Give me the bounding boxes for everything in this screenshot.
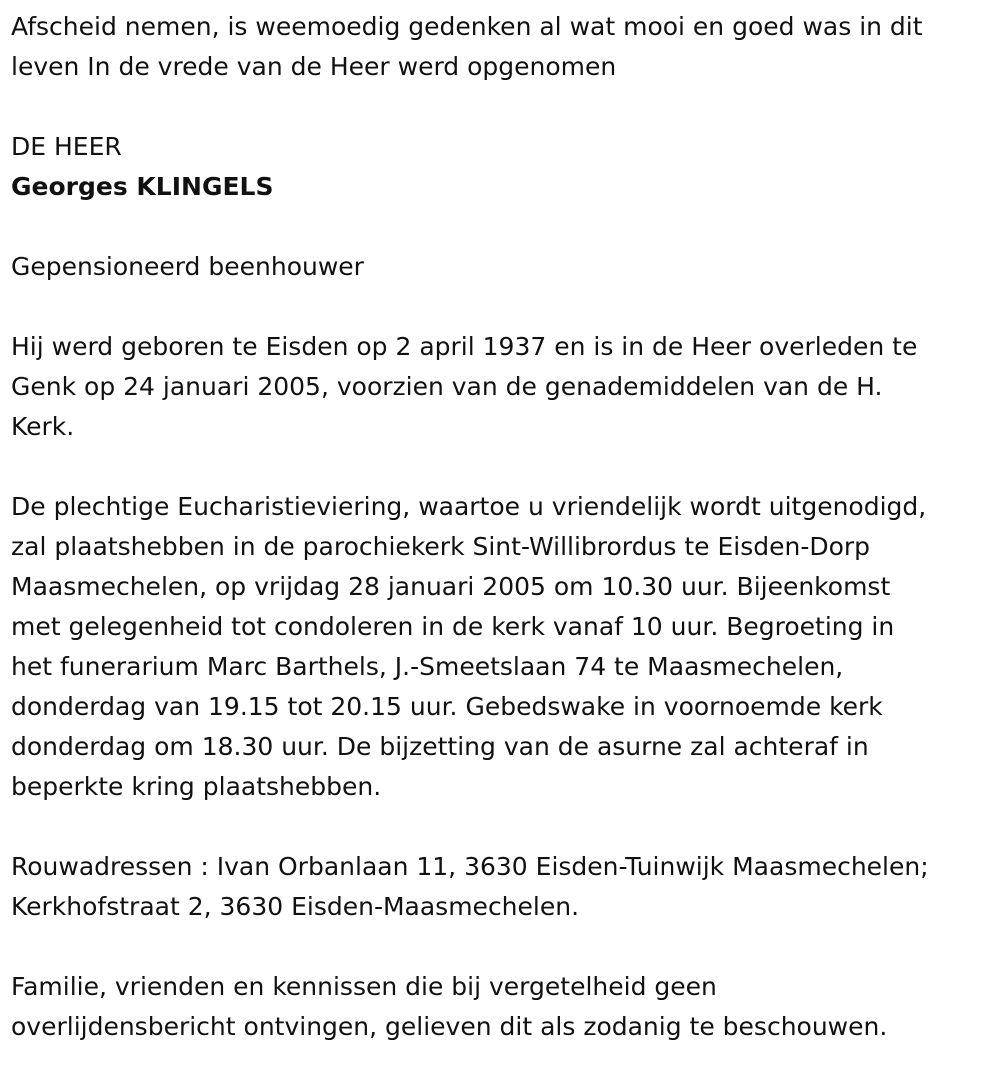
paragraph-spacer: [11, 87, 991, 127]
birth-death-line: Hij werd geboren te Eisden op 2 april 1937 en is in de Heer overleden te: [11, 332, 918, 361]
paragraph-spacer: [11, 807, 991, 847]
paragraph-spacer: [11, 927, 991, 967]
closing-line: overlijdensbericht ontvingen, gelieven dit als zodanig te beschouwen.: [11, 1012, 888, 1041]
address-line: Rouwadressen : Ivan Orbanlaan 11, 3630 Eisden-Tuinwijk Maasmechelen;: [11, 852, 929, 881]
ceremony-paragraph: [11, 487, 991, 807]
ceremony-line: beperkte kring plaatshebben.: [11, 772, 382, 801]
paragraph-spacer: [11, 447, 991, 487]
ceremony-line: met gelegenheid tot condoleren in de kerk vanaf 10 uur. Begroeting in: [11, 612, 895, 641]
paragraph-spacer: [11, 287, 991, 327]
ceremony-line: Maasmechelen, op vrijdag 28 januari 2005 om 10.30 uur. Bijeenkomst: [11, 572, 891, 601]
ceremony-line: donderdag van 19.15 tot 20.15 uur. Gebedswake in voornoemde kerk: [11, 692, 883, 721]
intro-line: leven In de vrede van de Heer werd opgenomen: [11, 52, 617, 81]
birth-death-paragraph: [11, 327, 991, 447]
intro-line: Afscheid nemen, is weemoedig gedenken al wat mooi en goed was in dit: [11, 12, 923, 41]
deceased-block: [11, 127, 991, 207]
deceased-name: Georges KLINGELS: [11, 172, 274, 201]
honorific: DE HEER: [11, 132, 122, 161]
occupation: Gepensioneerd beenhouwer: [11, 252, 364, 281]
paragraph-spacer: [11, 207, 991, 247]
obituary-notice: [11, 7, 991, 1047]
ceremony-line: het funerarium Marc Barthels, J.-Smeetslaan 74 te Maasmechelen,: [11, 652, 844, 681]
address-line: Kerkhofstraat 2, 3630 Eisden-Maasmechelen.: [11, 892, 580, 921]
intro-paragraph: [11, 7, 991, 87]
birth-death-line: Genk op 24 januari 2005, voorzien van de genademiddelen van de H.: [11, 372, 883, 401]
ceremony-line: zal plaatshebben in de parochiekerk Sint-Willibrordus te Eisden-Dorp: [11, 532, 871, 561]
ceremony-line: donderdag om 18.30 uur. De bijzetting van de asurne zal achteraf in: [11, 732, 869, 761]
addresses-paragraph: [11, 847, 991, 927]
closing-line: Familie, vrienden en kennissen die bij vergetelheid geen: [11, 972, 717, 1001]
birth-death-line: Kerk.: [11, 412, 75, 441]
ceremony-line: De plechtige Eucharistieviering, waartoe u vriendelijk wordt uitgenodigd,: [11, 492, 927, 521]
closing-paragraph: [11, 967, 991, 1047]
